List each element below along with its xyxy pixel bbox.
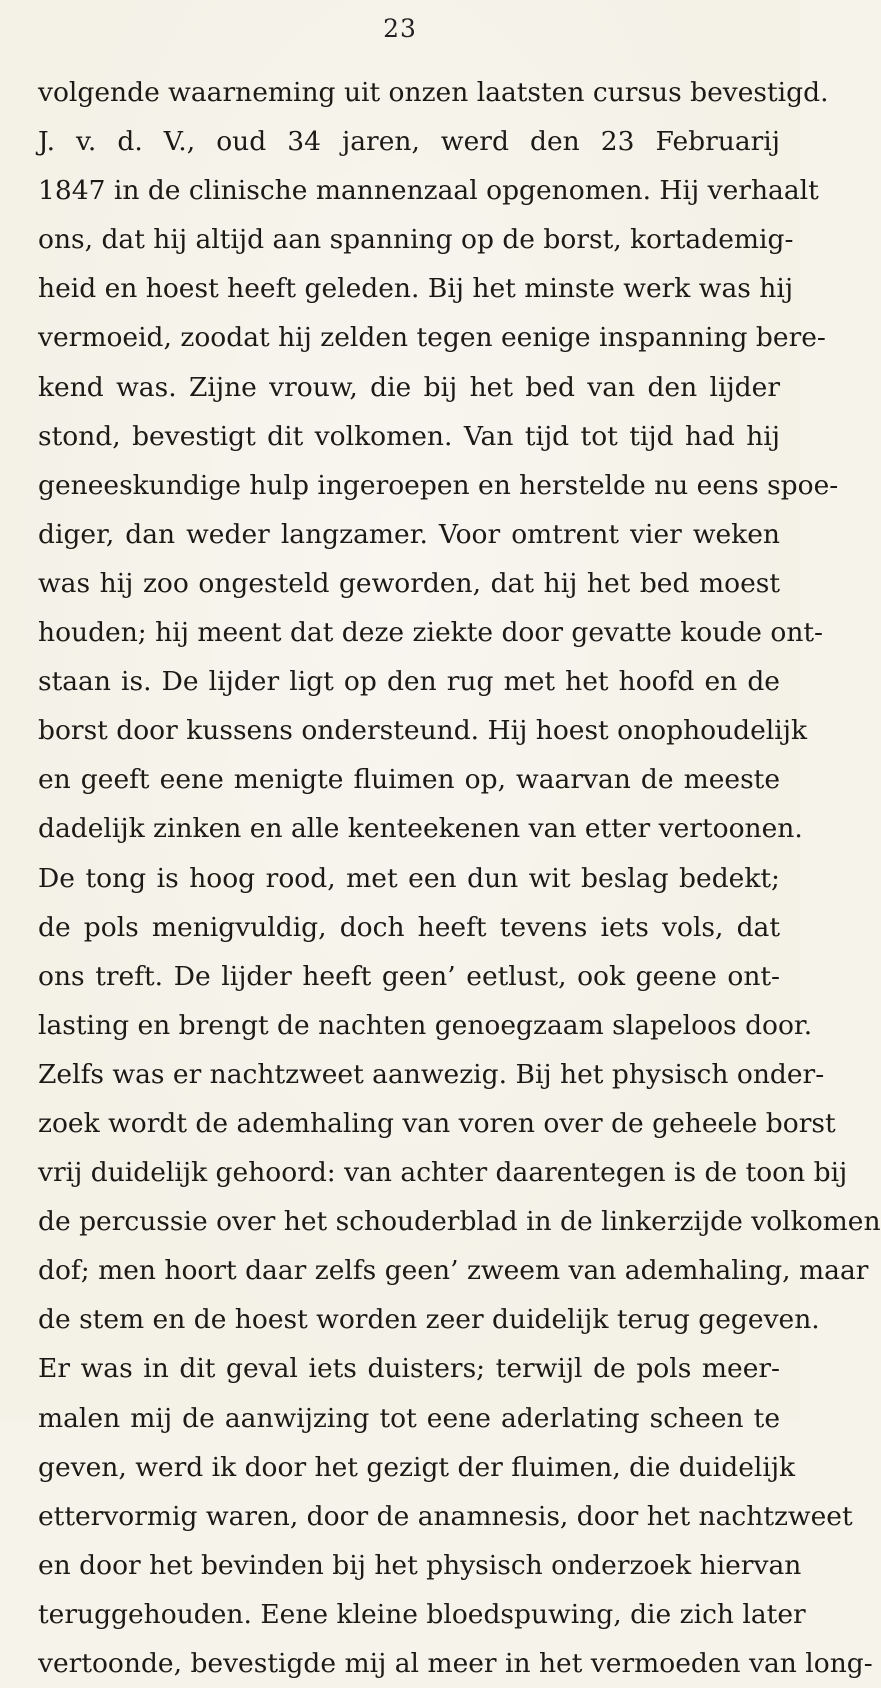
text-line: ettervormig waren, door de anamnesis, door het nachtzweet (38, 1500, 853, 1532)
text-line: vermoeid, zoodat hij zelden tegen eenige inspanning bere- (38, 322, 826, 354)
text-line: J. v. d. V., oud 34 jaren, werd den 23 Februarij (38, 126, 780, 158)
text-line: diger, dan weder langzamer. Voor omtrent vier weken (38, 518, 780, 550)
text-line: ons, dat hij altijd aan spanning op de borst, kortademig- (38, 224, 794, 256)
text-line: ons treft. De lijder heeft geen’ eetlust, ook geene ont- (38, 960, 780, 992)
text-line: staan is. De lijder ligt op den rug met het hoofd en de (38, 666, 780, 698)
text-line: malen mij de aanwijzing tot eene aderlating scheen te (38, 1402, 780, 1434)
text-line: dadelijk zinken en alle kenteekenen van etter vertoonen. (38, 813, 803, 845)
text-line: Zelfs was er nachtzweet aanwezig. Bij het physisch onder- (38, 1058, 825, 1090)
text-line: teruggehouden. Eene kleine bloedspuwing, die zich later (38, 1598, 806, 1630)
body-text (38, 68, 881, 1688)
text-line: de pols menigvuldig, doch heeft tevens iets vols, dat (38, 911, 780, 943)
text-line: zoek wordt de ademhaling van voren over de geheele borst (38, 1107, 836, 1139)
text-line: kend was. Zijne vrouw, die bij het bed van den lijder (38, 371, 780, 403)
text-line: volgende waarneming uit onzen laatsten cursus bevestigd. (38, 77, 829, 108)
text-line: borst door kussens ondersteund. Hij hoest onophoudelijk (38, 715, 808, 747)
text-line: vertoonde, bevestigde mij al meer in het vermoeden van long- (38, 1648, 873, 1679)
text-line: en geeft eene menigte fluimen op, waarvan de meeste (38, 764, 780, 796)
text-line: 1847 in de clinische mannenzaal opgenomen. Hij verhaalt (38, 175, 819, 207)
text-line: dof; men hoort daar zelfs geen’ zweem van ademhaling, maar (38, 1255, 869, 1287)
text-line: geven, werd ik door het gezigt der fluimen, die duidelijk (38, 1451, 796, 1483)
text-line: vrij duidelijk gehoord: van achter daarentegen is de toon bij (38, 1157, 848, 1189)
text-line: en door het bevinden bij het physisch onderzoek hiervan (38, 1549, 802, 1581)
text-line: de stem en de hoest worden zeer duidelijk terug gegeven. (38, 1304, 820, 1336)
text-line: De tong is hoog rood, met een dun wit beslag bedekt; (38, 862, 780, 894)
text-line: de percussie over het schouderblad in de linkerzijde volkomen (38, 1206, 881, 1238)
text-line: geneeskundige hulp ingeroepen en herstelde nu eens spoe- (38, 469, 839, 501)
text-line: was hij zoo ongesteld geworden, dat hij het bed moest (38, 567, 780, 599)
text-line: stond, bevestigt dit volkomen. Van tijd tot tijd had hij (38, 420, 780, 452)
text-line: heid en hoest heeft geleden. Bij het minste werk was hij (38, 273, 794, 305)
text-line: Er was in dit geval iets duisters; terwijl de pols meer- (38, 1353, 780, 1385)
text-line: houden; hij meent dat deze ziekte door gevatte koude ont- (38, 617, 824, 649)
page-number: 23 (383, 14, 417, 43)
text-line: lasting en brengt de nachten genoegzaam slapeloos door. (38, 1009, 813, 1041)
